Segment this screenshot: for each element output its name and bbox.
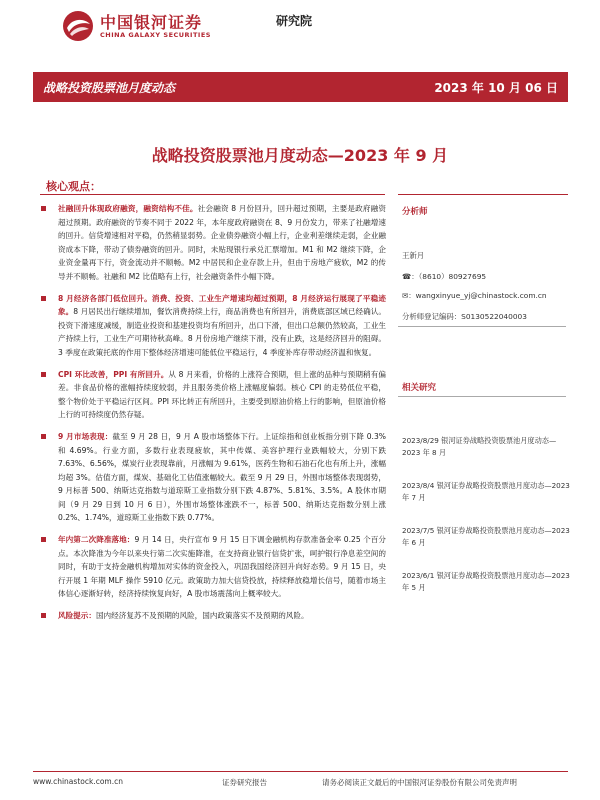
report-date: 2023 年 10 月 06 日: [434, 81, 558, 95]
banner-title: 战略投资股票池月度动态: [43, 81, 176, 95]
core-view-body: 从 8 月来看，价格的上涨符合预期，但上涨的品种与预期稍有偏差。非食品价格的涨幅持续度较弱，并且服务类价格上涨幅度偏弱。核心 CPI 的走势低位平稳，整个物价处于平稳运行区间。PPI 环比转正有所回升，主要受到原油价格上行的影响，但原油价格上行的可持续度仍然存疑。: [58, 369, 387, 420]
core-views-list: [58, 202, 386, 631]
analyst-phone: ☎：（8610）80927695: [402, 272, 487, 281]
institute-label: 研究院: [276, 14, 313, 28]
company-logo: [62, 10, 313, 46]
core-view-lead: 年内第二次降准落地：: [58, 535, 135, 545]
document-title: 战略投资股票池月度动态—2023 年 9 月: [151, 146, 449, 165]
core-view-lead: 社融回升体现政府融资，融资结构不佳。: [58, 204, 198, 213]
related-divider: [398, 396, 566, 397]
core-view-item: [58, 533, 386, 601]
core-view-lead: 风险提示：: [58, 611, 96, 621]
core-view-lead: CPI 环比改善，PPI 有所回升。: [58, 369, 169, 379]
logo-text-cn: 中国银河证券: [100, 13, 203, 32]
analyst-registration: 分析师登记编码：S0130522040003: [402, 312, 527, 321]
analyst-divider: [398, 326, 566, 327]
core-view-body: 社会融资 8 月份回升，回升超过预期，主要是政府融资超过预期。政府融资的节奏不同于 2022 年，本年度政府融资在 8、9 月份发力，带来了社融增速的回升。信贷增速相对平稳，仍然稍显弱势。企业债券融资小幅上行，企业利差继续走弱，企业融资成本下降，带动了债券融资的回升。同时，未贴现银行承兑汇票增加。M1 和 M2 继续下降，企业资金量再下行，资金流动并不顺畅。M2 中居民和企业存款上升，但由于房地产疲软，M2 的传导并不顺畅。社融和 M2 比值略有上行，社会融资条件小幅下降。: [58, 204, 387, 281]
core-views-heading: 核心观点：: [46, 180, 101, 193]
galaxy-logo-icon: [62, 10, 94, 42]
related-research-list: [402, 435, 570, 615]
core-view-lead: 8 月经济各部门低位回升。消费、投资、工业生产增速均超过预期，8 月经济运行展现了平稳迹象。: [58, 293, 386, 317]
footer-disclaimer: 请务必阅读正文最后的中国银河证券股份有限公司免责声明: [322, 778, 517, 787]
footer-url[interactable]: www.chinastock.com.cn: [33, 777, 123, 786]
core-view-body: 8 月居民出行继续增加，餐饮消费持续上行，商品消费也有所回升，消费底部区域已经确认。投资下滑速度减缓，制造业投资和基建投资均有所回升，出口下滑，但出口总额仍然较高，工业生产持续上行，工业生产可期待秋高峰。8 月份房地产继续下滑，没有止跌，这是经济回升的阻碍。3 季度在政策托底的作用下整体经济增速可能低位平稳运行，4 季度补库存带动经济温和恢复。: [58, 307, 386, 357]
core-views-divider: [40, 194, 385, 195]
core-view-item: [58, 368, 386, 422]
core-view-body: 国内经济复苏不及预期的风险，国内政策落实不及预期的风险。: [95, 611, 309, 621]
core-view-lead: 9 月市场表现：: [58, 431, 113, 441]
related-research-heading: 相关研究: [402, 383, 437, 393]
sidebar: [402, 205, 570, 592]
core-view-body: 9 月 14 日，央行宣布 9 月 15 日下调金融机构存款准备金率 0.25 个百分点。本次降准为今年以来央行第二次实施降准，在支持商业银行信贷扩张，呵护银行净息差空间的同时，有助于支持金融机构增加对实体的资金投入，巩固我国经济回升向好态势。9 月 15 日，央行开展 1 年期 MLF 操作 5910 亿元。政策助力加大信贷投放，持续释放稳增长信号，随着市场主体信心逐渐好转，经济持续恢复向好，A 股市场震荡向上概率较大。: [58, 535, 387, 599]
related-research-link[interactable]: 2023/7/5 银河证券战略投资股票池月度动态—2023 年 6 月: [402, 526, 570, 547]
bullet-icon: [41, 613, 46, 618]
header-banner: [33, 72, 568, 102]
bullet-icon: [41, 434, 46, 439]
related-research-link[interactable]: 2023/8/4 银河证券战略投资股票池月度动态—2023 年 7 月: [402, 481, 570, 502]
core-view-item: [58, 292, 386, 360]
analyst-heading: 分析师: [402, 207, 428, 217]
bullet-icon: [41, 296, 46, 301]
related-research-link[interactable]: 2023/6/1 银河证券战略投资股票池月度动态—2023 年 5 月: [402, 571, 570, 592]
logo-text-en: CHINA GALAXY SECURITIES: [100, 31, 211, 39]
analyst-name: 王新月: [402, 251, 425, 260]
analyst-email[interactable]: ✉：wangxinyue_yj@chinastock.com.cn: [402, 291, 547, 300]
related-research-link[interactable]: 2023/8/29 银河证券战略投资股票池月度动态—2023 年 8 月: [402, 436, 557, 457]
core-view-item: [58, 609, 386, 623]
footer-report-type: 证券研究报告: [222, 778, 267, 787]
core-view-body: 截至 9 月 28 日，9 月 A 股市场整体下行。上证综指和创业板指分别下降 0.3%和 4.69%。行业方面，多数行业表现疲软，其中传媒、美容护理行业跌幅较大，分别下跌 7.63%、6.56%，煤炭行业表现靠前，月涨幅为 9.61%，医药生物和石油石化也有所上升，涨幅均超 3%。估值方面，煤炭、基础化工估值涨幅较大。截至 9 月 29 日，外围市场整体表现弱势，9 月标普 500、纳斯达克指数与道琼斯工业指数分别下跌 4.87%、5.81%、3.5%。A 股休市期间（9 月 29 日到 10 月 6 日），外围市场整体涨跌不一，标普 500、纳斯达克指数分别上涨 0.2%、1.74%，道琼斯工业指数下跌 0.77%。: [58, 431, 386, 523]
footer-divider: [33, 771, 568, 772]
core-view-item: [58, 202, 386, 284]
sidebar-divider: [398, 194, 568, 195]
bullet-icon: [41, 537, 46, 542]
bullet-icon: [41, 206, 46, 211]
bullet-icon: [41, 372, 46, 377]
core-view-item: [58, 430, 386, 525]
